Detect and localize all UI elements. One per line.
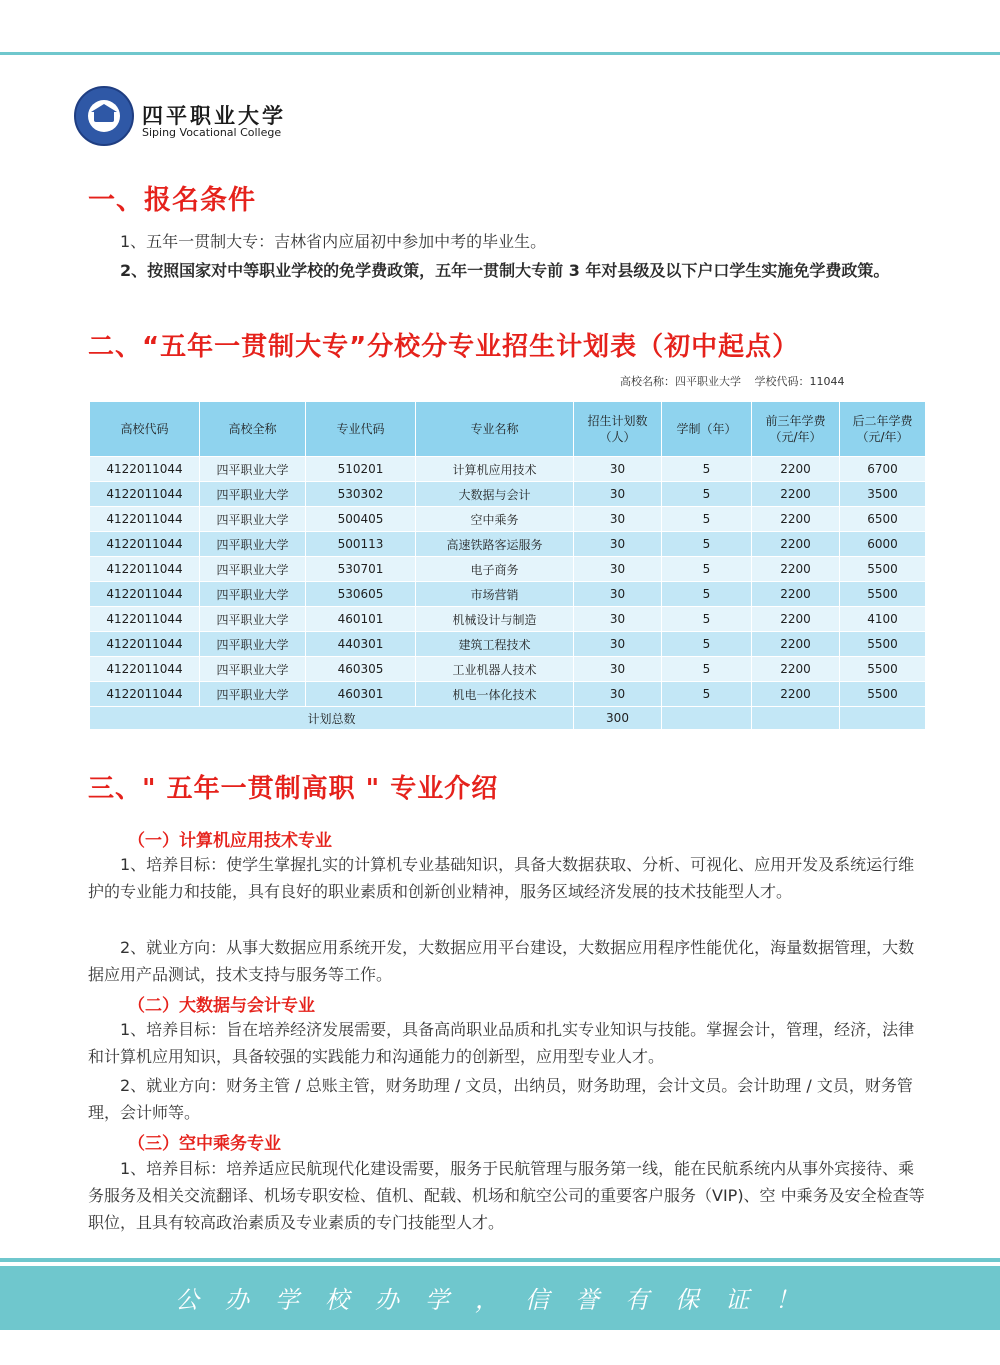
table-row xyxy=(90,607,926,632)
duration-cell: 5 xyxy=(662,532,752,557)
column-header: 学制（年） xyxy=(662,402,752,457)
school-logo xyxy=(74,86,134,146)
fee-last-cell: 5500 xyxy=(840,557,926,582)
school-code-cell: 4122011044 xyxy=(90,657,200,682)
school-code-cell: 4122011044 xyxy=(90,532,200,557)
major-code-cell: 500113 xyxy=(306,532,416,557)
column-header: 高校全称 xyxy=(200,402,306,457)
duration-cell: 5 xyxy=(662,657,752,682)
school-code-cell: 4122011044 xyxy=(90,607,200,632)
column-header: 高校代码 xyxy=(90,402,200,457)
school-name-cell: 四平职业大学 xyxy=(200,682,306,707)
fee-last-cell: 4100 xyxy=(840,607,926,632)
school-name-cell: 四平职业大学 xyxy=(200,532,306,557)
school-meta xyxy=(620,373,855,389)
major-name-cell: 工业机器人技术 xyxy=(416,657,574,682)
major-code-cell: 530605 xyxy=(306,582,416,607)
fee-first-cell: 2200 xyxy=(752,657,840,682)
fee-last-cell: 5500 xyxy=(840,657,926,682)
fee-last-cell: 6700 xyxy=(840,457,926,482)
plan-count-cell: 30 xyxy=(574,557,662,582)
school-code-cell: 4122011044 xyxy=(90,457,200,482)
major-code-cell: 460301 xyxy=(306,682,416,707)
major-name-cell: 计算机应用技术 xyxy=(416,457,574,482)
column-header: 专业名称 xyxy=(416,402,574,457)
condition-1: 1、五年一贯制大专：吉林省内应届初中参加中考的毕业生。 xyxy=(120,232,547,251)
section2-title: 二、“五年一贯制大专”分校分专业招生计划表（初中起点） xyxy=(88,332,800,362)
major-code-cell: 500405 xyxy=(306,507,416,532)
major-name-cell: 建筑工程技术 xyxy=(416,632,574,657)
condition-2: 2、按照国家对中等职业学校的免学费政策，五年一贯制大专前 3 年对县级及以下户口学生实施免学费政策。 xyxy=(120,261,890,280)
school-code-cell: 4122011044 xyxy=(90,632,200,657)
section3-title: 三、" 五年一贯制高职 " 专业介绍 xyxy=(88,774,499,804)
school-header xyxy=(74,86,394,150)
column-header: 后二年学费（元/年） xyxy=(840,402,926,457)
fee-last-cell: 6500 xyxy=(840,507,926,532)
fee-last-cell: 5500 xyxy=(840,582,926,607)
fee-first-cell: 2200 xyxy=(752,607,840,632)
major-1-career: 2、就业方向：从事大数据应用系统开发，大数据应用平台建设，大数据应用程序性能优化，海量数据管理，大数据应用产品测试，技术支持与服务等工作。 xyxy=(88,938,915,984)
fee-last-cell: 5500 xyxy=(840,682,926,707)
major-3-goal: 1、培养目标：培养适应民航现代化建设需要，服务于民航管理与服务第一线，能在民航系统内从事外宾接待、乘务服务及相关交流翻译、机场专职安检、值机、配载、机场和航空公司的重要客户服务（VIP)、空 中乘务及安全检查等职位，且具有较高政治素质及专业素质的专门技能型人才。 xyxy=(88,1159,925,1232)
school-code-cell: 4122011044 xyxy=(90,682,200,707)
plan-count-cell: 30 xyxy=(574,482,662,507)
major-2-goal: 1、培养目标：旨在培养经济发展需要，具备高尚职业品质和扎实专业知识与技能。掌握会计，管理，经济，法律和计算机应用知识，具备较强的实践能力和沟通能力的创新型，应用型专业人才。 xyxy=(88,1020,915,1066)
fee-first-cell: 2200 xyxy=(752,457,840,482)
fee-last-cell: 5500 xyxy=(840,632,926,657)
table-row xyxy=(90,632,926,657)
major-code-cell: 510201 xyxy=(306,457,416,482)
major-name-cell: 高速铁路客运服务 xyxy=(416,532,574,557)
duration-cell: 5 xyxy=(662,607,752,632)
total-value: 300 xyxy=(574,707,662,730)
plan-count-cell: 30 xyxy=(574,657,662,682)
major-name-cell: 空中乘务 xyxy=(416,507,574,532)
major-name-cell: 机电一体化技术 xyxy=(416,682,574,707)
major-2-career: 2、就业方向：财务主管 / 总账主管，财务助理 / 文员，出纳员，财务助理，会计文员。会计助理 / 文员，财务管理，会计师等。 xyxy=(88,1076,913,1122)
school-code-cell: 4122011044 xyxy=(90,557,200,582)
footer-slogan: 公办学校办学，信誉有保证！ xyxy=(175,1286,825,1314)
school-code-cell: 4122011044 xyxy=(90,482,200,507)
school-name-label: 高校名称：四平职业大学 xyxy=(620,375,741,388)
major-code-cell: 530701 xyxy=(306,557,416,582)
total-label: 计划总数 xyxy=(90,707,574,730)
major-1-goal: 1、培养目标：使学生掌握扎实的计算机专业基础知识，具备大数据获取、分析、可视化、应用开发及系统运行维护的专业能力和技能，具有良好的职业素质和创新创业精神，服务区域经济发展的技术技能型人才。 xyxy=(88,855,915,901)
table-row xyxy=(90,582,926,607)
fee-first-cell: 2200 xyxy=(752,557,840,582)
duration-cell: 5 xyxy=(662,582,752,607)
school-name-cn: 四平职业大学 xyxy=(142,104,286,128)
major-code-cell: 460305 xyxy=(306,657,416,682)
plan-count-cell: 30 xyxy=(574,532,662,557)
fee-last-cell: 3500 xyxy=(840,482,926,507)
fee-first-cell: 2200 xyxy=(752,682,840,707)
table-row xyxy=(90,682,926,707)
fee-first-cell: 2200 xyxy=(752,482,840,507)
major-name-cell: 大数据与会计 xyxy=(416,482,574,507)
major-code-cell: 440301 xyxy=(306,632,416,657)
fee-first-cell: 2200 xyxy=(752,507,840,532)
top-divider xyxy=(0,52,1000,55)
plan-count-cell: 30 xyxy=(574,507,662,532)
major-1-title: （一）计算机应用技术专业 xyxy=(128,831,332,851)
school-name-cell: 四平职业大学 xyxy=(200,507,306,532)
school-name-cell: 四平职业大学 xyxy=(200,482,306,507)
plan-count-cell: 30 xyxy=(574,457,662,482)
plan-count-cell: 30 xyxy=(574,632,662,657)
column-header: 专业代码 xyxy=(306,402,416,457)
fee-first-cell: 2200 xyxy=(752,582,840,607)
duration-cell: 5 xyxy=(662,457,752,482)
school-name-cell: 四平职业大学 xyxy=(200,657,306,682)
school-name-cell: 四平职业大学 xyxy=(200,632,306,657)
table-row xyxy=(90,507,926,532)
duration-cell: 5 xyxy=(662,682,752,707)
major-code-cell: 460101 xyxy=(306,607,416,632)
plan-count-cell: 30 xyxy=(574,607,662,632)
school-code-label: 学校代码：11044 xyxy=(754,375,845,388)
table-row xyxy=(90,657,926,682)
school-name-cell: 四平职业大学 xyxy=(200,582,306,607)
school-code-cell: 4122011044 xyxy=(90,582,200,607)
plan-count-cell: 30 xyxy=(574,682,662,707)
table-total-row xyxy=(90,707,926,730)
school-name-cell: 四平职业大学 xyxy=(200,457,306,482)
duration-cell: 5 xyxy=(662,482,752,507)
footer-divider xyxy=(0,1258,1000,1262)
duration-cell: 5 xyxy=(662,632,752,657)
school-name-cell: 四平职业大学 xyxy=(200,607,306,632)
table-row xyxy=(90,557,926,582)
major-name-cell: 电子商务 xyxy=(416,557,574,582)
duration-cell: 5 xyxy=(662,507,752,532)
major-name-cell: 机械设计与制造 xyxy=(416,607,574,632)
major-name-cell: 市场营销 xyxy=(416,582,574,607)
column-header: 前三年学费（元/年） xyxy=(752,402,840,457)
major-2-title: （二）大数据与会计专业 xyxy=(128,996,315,1016)
table-row xyxy=(90,532,926,557)
table-row xyxy=(90,482,926,507)
plan-count-cell: 30 xyxy=(574,582,662,607)
fee-last-cell: 6000 xyxy=(840,532,926,557)
table-row xyxy=(90,457,926,482)
fee-first-cell: 2200 xyxy=(752,632,840,657)
section1-title: 一、报名条件 xyxy=(88,185,256,216)
table-header-row xyxy=(90,402,926,457)
school-code-cell: 4122011044 xyxy=(90,507,200,532)
major-3-title: （三）空中乘务专业 xyxy=(128,1134,281,1154)
column-header: 招生计划数（人） xyxy=(574,402,662,457)
enrollment-plan-table xyxy=(89,401,926,730)
school-name-cell: 四平职业大学 xyxy=(200,557,306,582)
school-name-en: Siping Vocational College xyxy=(142,126,282,139)
major-code-cell: 530302 xyxy=(306,482,416,507)
duration-cell: 5 xyxy=(662,557,752,582)
fee-first-cell: 2200 xyxy=(752,532,840,557)
